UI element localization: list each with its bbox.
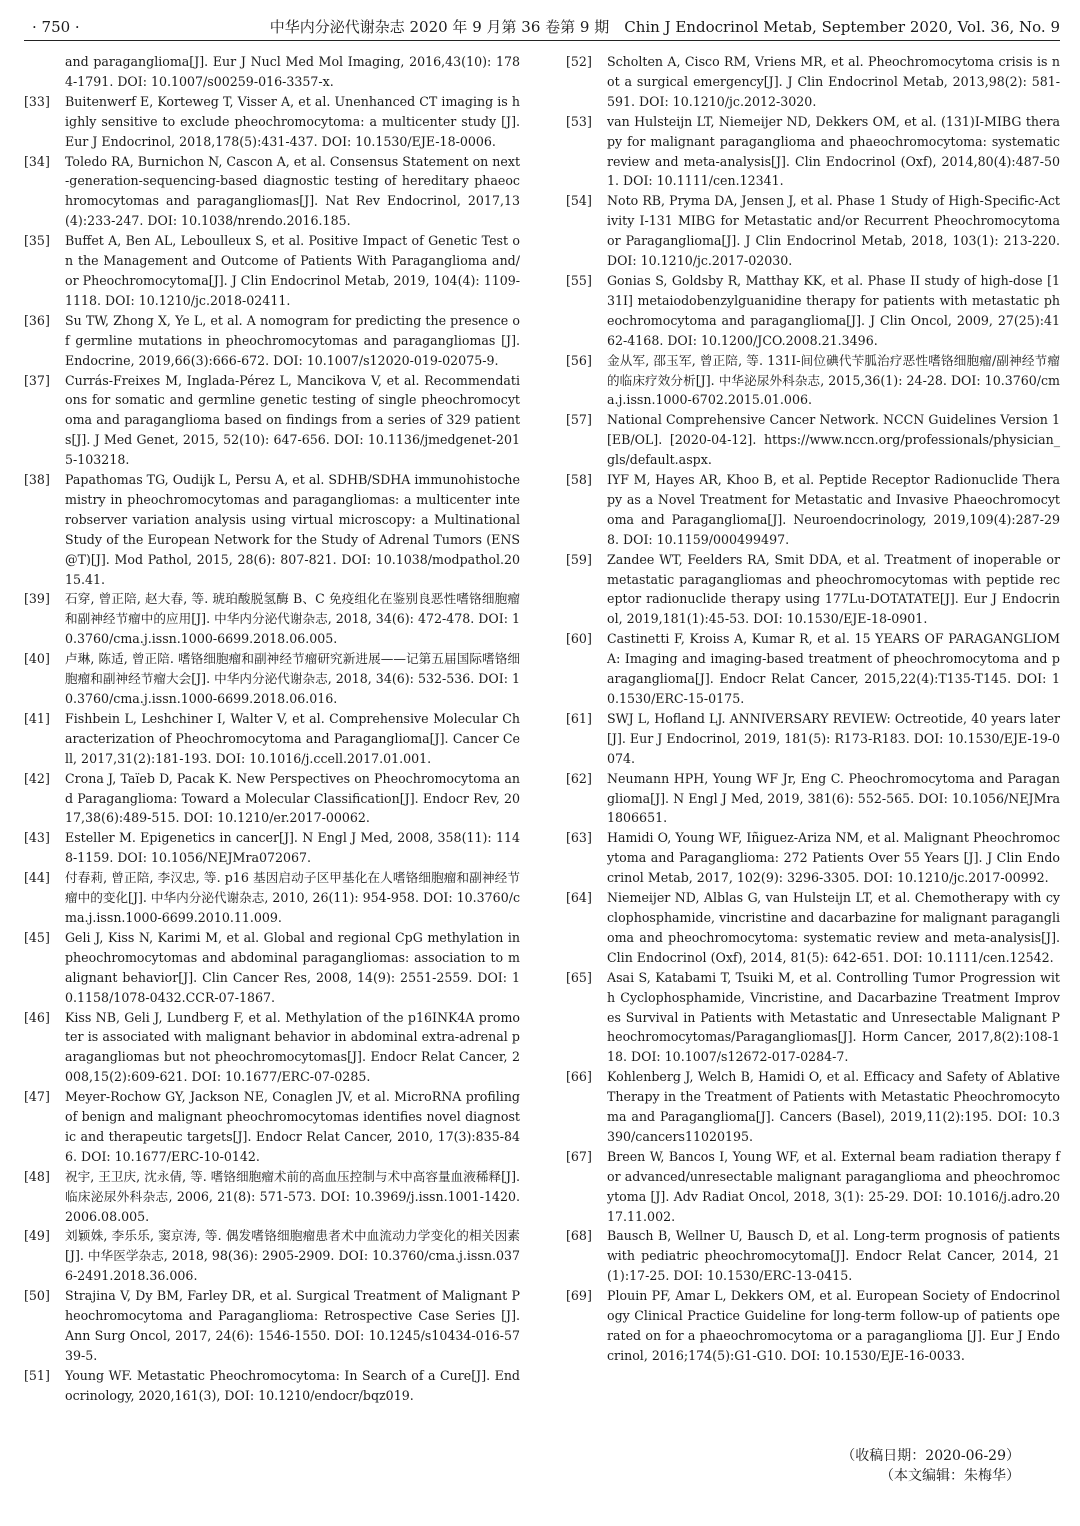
reference-number: [37] (24, 372, 50, 388)
reference-text: Currás-Freixes M, Inglada-Pérez L, Mancikova V, et al. Recommendations for somatic and germline genetic testing of single pheochromocytoma and paraganglioma based on findings from a series of 329 patients[J]. J Med Genet, 2015, 52(10): 647-656. DOI: 10.1136/jmedgenet-2015-103218. (65, 372, 520, 468)
reference-text: 刘颖姝, 李乐乐, 窦京涛, 等. 偶发嗜铬细胞瘤患者术中血流动力学变化的相关因素[J]. 中华医学杂志, 2018, 98(36): 2905-2909. DOI: 10.3760/cma.j.issn.0376-2491.2018.36.006. (65, 1228, 520, 1284)
reference-item (24, 868, 520, 928)
reference-item (24, 1008, 520, 1088)
reference-item (24, 649, 520, 709)
reference-item (24, 1366, 520, 1406)
reference-item (566, 271, 1060, 351)
reference-text: Asai S, Katabami T, Tsuiki M, et al. Controlling Tumor Progression with Cyclophosphamide, Vincristine, and Dacarbazine Treatment Improves Survival in Patients with Metastatic and Unresectable Malignant Pheochromocytomas/Paragangliomas[J]. Horm Cancer, 2017,8(2):108-118. DOI: 10.1007/s12672-017-0284-7. (607, 969, 1060, 1065)
reference-item (566, 351, 1060, 411)
reference-number: [68] (566, 1228, 592, 1244)
reference-text: Zandee WT, Feelders RA, Smit DDA, et al. Treatment of inoperable or metastatic paragangliomas and pheochromocytomas with peptide receptor radionuclide therapy using 177Lu-DOTATATE[J]. Eur J Endocrinol, 2019,181(1):45-53. DOI: 10.1530/EJE-18-0901. (607, 551, 1060, 627)
reference-item (24, 152, 520, 232)
reference-item (24, 231, 520, 311)
reference-text: Castinetti F, Kroiss A, Kumar R, et al. 15 YEARS OF PARAGANGLIOMA: Imaging and imaging-based treatment of pheochromocytoma and paraganglioma[J]. Endocr Relat Cancer, 2015,22(4):T135-T145. DOI: 10.1530/ERC-15-0175. (607, 631, 1060, 706)
reference-item (566, 191, 1060, 271)
reference-text: and paraganglioma[J]. Eur J Nucl Med Mol Imaging, 2016,43(10): 1784-1791. DOI: 10.1007/s00259-016-3357-x. (65, 54, 520, 89)
reference-number: [56] (566, 352, 592, 368)
reference-text: Niemeijer ND, Alblas G, van Hulsteijn LT, et al. Chemotherapy with cyclophosphamide, vincristine and dacarbazine for malignant paraganglioma and pheochromocytoma: systematic review and meta-analysis[J]. Clin Endocrinol (Oxf), 2014, 81(5): 642-651. DOI: 10.1111/cen.12542. (607, 890, 1060, 965)
reference-item (24, 52, 520, 92)
reference-item (566, 1147, 1060, 1227)
reference-item (24, 1226, 520, 1286)
reference-item (24, 1087, 520, 1167)
reference-item (566, 888, 1060, 968)
reference-item (566, 709, 1060, 769)
reference-text: Fishbein L, Leshchiner I, Walter V, et al. Comprehensive Molecular Characterization of Pheochromocytoma and Paraganglioma[J]. Cancer Cell, 2017,31(2):181-193. DOI: 10.1016/j.ccell.2017.01.001. (65, 710, 520, 766)
reference-number: [63] (566, 830, 592, 846)
reference-number: [34] (24, 153, 50, 169)
article-footer (841, 1446, 1020, 1486)
reference-number: [43] (24, 830, 50, 846)
reference-item (566, 470, 1060, 550)
reference-item (24, 470, 520, 589)
reference-number: [67] (566, 1148, 592, 1164)
references-left-column (24, 52, 520, 1406)
reference-item (24, 311, 520, 371)
reference-number: [53] (566, 113, 592, 129)
reference-text: Scholten A, Cisco RM, Vriens MR, et al. Pheochromocytoma crisis is not a surgical emergency[J]. J Clin Endocrinol Metab, 2013,98(2): 581-591. DOI: 10.1210/jc.2012-3020. (607, 54, 1060, 109)
reference-number: [44] (24, 870, 50, 886)
reference-text: Breen W, Bancos I, Young WF, et al. External beam radiation therapy for advanced/unresectable malignant paraganglioma and pheochromocytoma [J]. Adv Radiat Oncol, 2018, 3(1): 25-29. DOI: 10.1016/j.adro.2017.11.002. (607, 1148, 1060, 1224)
reference-number: [33] (24, 93, 50, 109)
reference-item (24, 589, 520, 649)
reference-item (566, 968, 1060, 1068)
reference-text: Papathomas TG, Oudijk L, Persu A, et al. SDHB/SDHA immunohistochemistry in pheochromocytomas and paragangliomas: a multicenter interobserver variation analysis using virtual microscopy: a Multinational Study of the European Network for the Study of Adrenal Tumors (ENS@T)[J]. Mod Pathol, 2015, 28(6): 807-821. DOI: 10.1038/modpathol.2015.41. (65, 472, 520, 587)
reference-item (24, 769, 520, 829)
reference-number: [61] (566, 710, 592, 726)
reference-number: [46] (24, 1009, 50, 1025)
reference-text: Crona J, Taïeb D, Pacak K. New Perspectives on Pheochromocytoma and Paraganglioma: Toward a Molecular Classification[J]. Endocr Rev, 2017,38(6):489-515. DOI: 10.1210/er.2017-00062. (65, 770, 520, 826)
reference-text: Buitenwerf E, Korteweg T, Visser A, et al. Unenhanced CT imaging is highly sensitive to exclude pheochromocytoma: a multicenter study [J]. Eur J Endocrinol, 2018,178(5):431-437. DOI: 10.1530/EJE-18-0006. (65, 93, 520, 149)
reference-text: van Hulsteijn LT, Niemeijer ND, Dekkers OM, et al. (131)I-MIBG therapy for malignant paraganglioma and phaeochromocytoma: systematic review and meta-analysis[J]. Clin Endocrinol (Oxf), 2014,80(4):487-501. DOI: 10.1111/cen.12341. (607, 113, 1060, 189)
reference-number: [49] (24, 1228, 50, 1244)
reference-number: [41] (24, 710, 50, 726)
reference-number: [42] (24, 770, 50, 786)
reference-text: Bausch B, Wellner U, Bausch D, et al. Long-term prognosis of patients with pediatric pheochromocytoma[J]. Endocr Relat Cancer, 2014, 21(1):17-25. DOI: 10.1530/ERC-13-0415. (607, 1228, 1060, 1284)
received-date: （收稿日期：2020-06-29） (841, 1448, 1020, 1464)
reference-text: National Comprehensive Cancer Network. NCCN Guidelines Version 1 [EB/OL]. [2020-04-12]. https://www.nccn.org/professionals/physician_gls/default.aspx. (607, 412, 1060, 468)
journal-running-title: 中华内分泌代谢杂志 2020 年 9 月第 36 卷第 9 期 Chin J Endocrinol Metab, September 2020, Vol. 36, No. 9 (269, 18, 1060, 36)
reference-text: Toledo RA, Burnichon N, Cascon A, et al. Consensus Statement on next-generation-sequencing-based diagnostic testing of hereditary phaeochromocytomas and paragangliomas[J]. Nat Rev Endocrinol, 2017,13(4):233-247. DOI: 10.1038/nrendo.2016.185. (65, 153, 520, 229)
reference-number: [39] (24, 591, 50, 607)
reference-text: Young WF. Metastatic Pheochromocytoma: In Search of a Cure[J]. Endocrinology, 2020,161(3), DOI: 10.1210/endocr/bqz019. (65, 1367, 520, 1403)
reference-text: 石穿, 曾正陪, 赵大春, 等. 琥珀酸脱氢酶 B、C 免疫组化在鉴别良恶性嗜铬细胞瘤和副神经节瘤中的应用[J]. 中华内分泌代谢杂志, 2018, 34(6): 472-478. DOI: 10.3760/cma.j.issn.1000-6699.2018.06.005. (65, 591, 520, 647)
reference-item (24, 1167, 520, 1227)
reference-number: [66] (566, 1069, 592, 1085)
reference-number: [58] (566, 472, 592, 488)
reference-number: [36] (24, 312, 50, 328)
reference-number: [48] (24, 1168, 50, 1184)
reference-number: [47] (24, 1089, 50, 1105)
reference-number: [69] (566, 1288, 592, 1304)
reference-number: [40] (24, 651, 50, 667)
reference-number: [52] (566, 54, 592, 69)
reference-item (24, 928, 520, 1008)
reference-item (24, 828, 520, 868)
reference-item (24, 92, 520, 152)
reference-item (566, 550, 1060, 630)
reference-item (24, 371, 520, 471)
reference-item (24, 1286, 520, 1366)
reference-text: Esteller M. Epigenetics in cancer[J]. N Engl J Med, 2008, 358(11): 1148-1159. DOI: 10.1056/NEJMra072067. (65, 830, 520, 866)
reference-number: [45] (24, 929, 50, 945)
reference-number: [59] (566, 551, 592, 567)
reference-text: Plouin PF, Amar L, Dekkers OM, et al. European Society of Endocrinology Clinical Practice Guideline for long-term follow-up of patients operated on for a phaeochromocytoma or a paraganglioma [J]. Eur J Endocrinol, 2016;174(5):G1-G10. DOI: 10.1530/EJE-16-0033. (607, 1288, 1060, 1363)
page-number: · 750 · (32, 18, 80, 36)
reference-number: [57] (566, 412, 592, 428)
reference-item (566, 1067, 1060, 1147)
reference-item (566, 52, 1060, 112)
page-header (24, 14, 1060, 41)
reference-text: Buffet A, Ben AL, Leboulleux S, et al. Positive Impact of Genetic Test on the Management and Outcome of Patients With Paraganglioma and/or Pheochromocytoma[J]. J Clin Endocrinol Metab, 2019, 104(4): 1109-1118. DOI: 10.1210/jc.2018-02411. (65, 233, 520, 308)
reference-text: Noto RB, Pryma DA, Jensen J, et al. Phase 1 Study of High-Specific-Activity I-131 MIBG for Metastatic and/or Recurrent Pheochromocytoma or Paraganglioma[J]. J Clin Endocrinol Metab, 2018, 103(1): 213-220. DOI: 10.1210/jc.2017-02030. (607, 193, 1060, 269)
reference-number: [38] (24, 472, 50, 488)
reference-text: Neumann HPH, Young WF Jr, Eng C. Pheochromocytoma and Paraganglioma[J]. N Engl J Med, 2019, 381(6): 552-565. DOI: 10.1056/NEJMra1806651. (607, 770, 1060, 826)
reference-number: [64] (566, 890, 592, 906)
editor-note: （本文编辑：朱梅华） (880, 1468, 1020, 1484)
reference-item (566, 769, 1060, 829)
reference-text: 卢琳, 陈适, 曾正陪. 嗜铬细胞瘤和副神经节瘤研究新进展——记第五届国际嗜铬细胞瘤和副神经节瘤大会[J]. 中华内分泌代谢杂志, 2018, 34(6): 532-536. DOI: 10.3760/cma.j.issn.1000-6699.2018.06.016. (65, 651, 520, 706)
reference-item (24, 709, 520, 769)
reference-number: [35] (24, 233, 50, 249)
references-right-column (566, 52, 1060, 1366)
reference-item (566, 828, 1060, 888)
reference-text: 金从军, 邵玉军, 曾正陪, 等. 131I-间位碘代苄胍治疗恶性嗜铬细胞瘤/副神经节瘤的临床疗效分析[J]. 中华泌尿外科杂志, 2015,36(1): 24-28. DOI: 10.3760/cma.j.issn.1000-6702.2015.01.006. (607, 352, 1060, 408)
reference-text: SWJ L, Hofland LJ. ANNIVERSARY REVIEW: Octreotide, 40 years later[J]. Eur J Endocrinol, 2019, 181(5): R173-R183. DOI: 10.1530/EJE-19-0074. (607, 710, 1060, 766)
reference-item (566, 112, 1060, 192)
reference-text: Gonias S, Goldsby R, Matthay KK, et al. Phase II study of high-dose [131I] metaiodobenzylguanidine therapy for patients with metastatic pheochromocytoma and paraganglioma[J]. J Clin Oncol, 2009, 27(25):4162-4168. DOI: 10.1200/JCO.2008.21.3496. (607, 272, 1060, 348)
reference-number: [51] (24, 1367, 50, 1383)
reference-item (566, 629, 1060, 709)
reference-number: [62] (566, 770, 592, 786)
reference-text: Su TW, Zhong X, Ye L, et al. A nomogram for predicting the presence of germline mutations in pheochromocytomas and paragangliomas [J]. Endocrine, 2019,66(3):666-672. DOI: 10.1007/s12020-019-02075-9. (65, 312, 520, 368)
reference-text: IYF M, Hayes AR, Khoo B, et al. Peptide Receptor Radionuclide Therapy as a Novel Treatment for Metastatic and Invasive Phaeochromocytoma and Paraganglioma[J]. Neuroendocrinology, 2019,109(4):287-298. DOI: 10.1159/000499497. (607, 472, 1060, 547)
reference-text: Kiss NB, Geli J, Lundberg F, et al. Methylation of the p16INK4A promoter is associated with malignant behavior in abdominal extra-adrenal paragangliomas but not pheochromocytomas[J]. Endocr Relat Cancer, 2008,15(2):609-621. DOI: 10.1677/ERC-07-0285. (65, 1009, 520, 1085)
reference-item (566, 1286, 1060, 1366)
reference-number: [50] (24, 1288, 50, 1304)
reference-text: 付春莉, 曾正陪, 李汉忠, 等. p16 基因启动子区甲基化在人嗜铬细胞瘤和副神经节瘤中的变化[J]. 中华内分泌代谢杂志, 2010, 26(11): 954-958. DOI: 10.3760/cma.j.issn.1000-6699.2010.11.009. (65, 870, 520, 925)
reference-text: Hamidi O, Young WF, Iñiguez-Ariza NM, et al. Malignant Pheochromocytoma and Paraganglioma: 272 Patients Over 55 Years [J]. J Clin Endocrinol Metab, 2017, 102(9): 3296-3305. DOI: 10.1210/jc.2017-00992. (607, 830, 1060, 886)
reference-number: [60] (566, 631, 592, 647)
reference-item (566, 410, 1060, 470)
reference-text: 祝宇, 王卫庆, 沈永倩, 等. 嗜铬细胞瘤术前的高血压控制与术中高容量血液稀释[J]. 临床泌尿外科杂志, 2006, 21(8): 571-573. DOI: 10.3969/j.issn.1001-1420.2006.08.005. (65, 1168, 520, 1224)
reference-text: Meyer-Rochow GY, Jackson NE, Conaglen JV, et al. MicroRNA profiling of benign and malignant pheochromocytomas identifies novel diagnostic and therapeutic targets[J]. Endocr Relat Cancer, 2010, 17(3):835-846. DOI: 10.1677/ERC-10-0142. (65, 1089, 520, 1164)
reference-text: Strajina V, Dy BM, Farley DR, et al. Surgical Treatment of Malignant Pheochromocytoma and Paraganglioma: Retrospective Case Series [J]. Ann Surg Oncol, 2017, 24(6): 1546-1550. DOI: 10.1245/s10434-016-5739-5. (65, 1288, 520, 1363)
reference-text: Kohlenberg J, Welch B, Hamidi O, et al. Efficacy and Safety of Ablative Therapy in the Treatment of Patients with Metastatic Pheochromocytoma and Paraganglioma[J]. Cancers (Basel), 2019,11(2):195. DOI: 10.3390/cancers11020195. (607, 1069, 1060, 1144)
reference-item (566, 1226, 1060, 1286)
reference-number: [65] (566, 969, 592, 985)
reference-number: [54] (566, 193, 592, 209)
reference-text: Geli J, Kiss N, Karimi M, et al. Global and regional CpG methylation in pheochromocytomas and abdominal paragangliomas: association to malignant behavior[J]. Clin Cancer Res, 2008, 14(9): 2551-2559. DOI: 10.1158/1078-0432.CCR-07-1867. (65, 929, 520, 1005)
reference-number: [55] (566, 272, 592, 288)
